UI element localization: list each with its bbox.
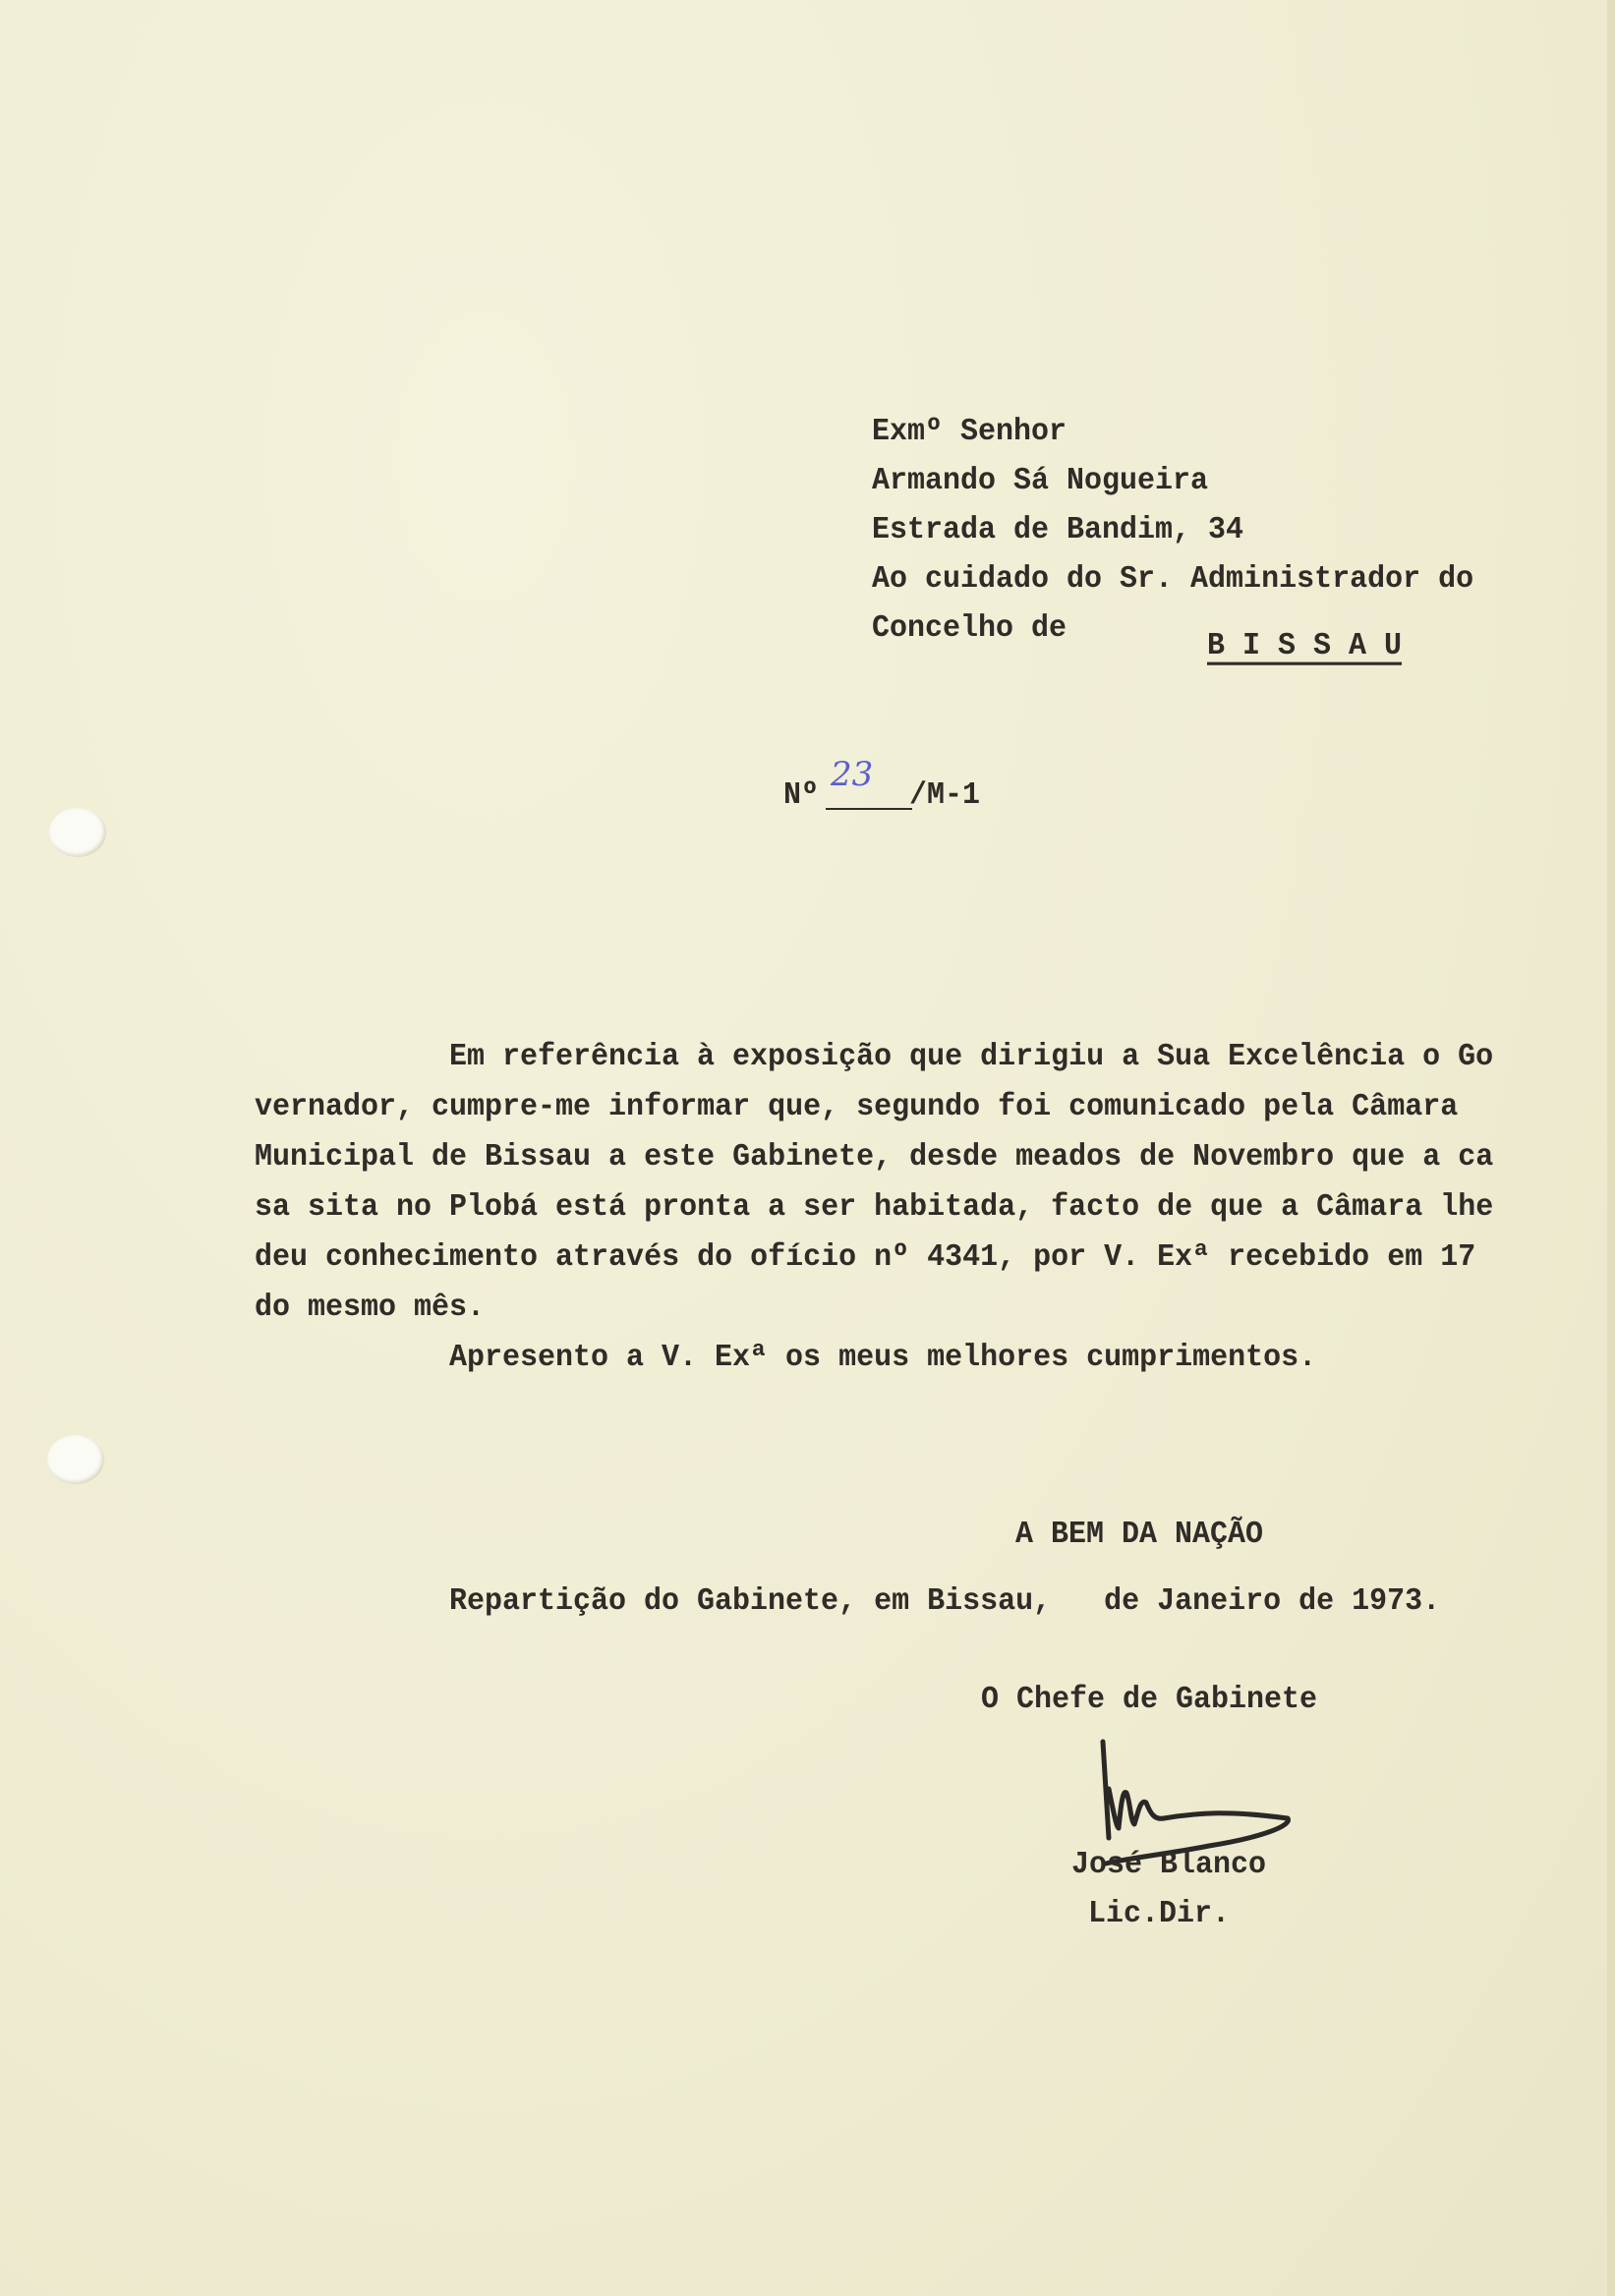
signatory-title: O Chefe de Gabinete (981, 1683, 1318, 1718)
closing-line: Apresento a V. Exª os meus melhores cumprimentos. (449, 1341, 1317, 1376)
address-name: Armando Sá Nogueira (872, 464, 1209, 499)
reference-blank-line (826, 808, 912, 810)
paper-edge (1607, 0, 1615, 2296)
body-line: sa sita no Plobá está pronta a ser habitada, facto de que a Câmara lhe (255, 1190, 1494, 1226)
signatory-credentials: Lic.Dir. (1088, 1897, 1231, 1932)
body-line: Em referência à exposição que dirigiu a Sua Excelência o Go (449, 1040, 1494, 1075)
place-date: Repartição do Gabinete, em Bissau, de Janeiro de 1973. (449, 1584, 1441, 1620)
address-council: Concelho de (872, 611, 1067, 647)
body-line: do mesmo mês. (255, 1291, 486, 1326)
punch-hole (47, 1435, 104, 1484)
reference-prefix: Nº (783, 778, 820, 814)
address-city: B I S S A U (1207, 629, 1403, 664)
address-street: Estrada de Bandim, 34 (872, 513, 1244, 548)
reference-number-handwritten: 23 (831, 755, 874, 794)
body-line: Municipal de Bissau a este Gabinete, desde meados de Novembro que a ca (255, 1140, 1494, 1176)
address-salutation: Exmº Senhor (872, 415, 1067, 450)
reference-suffix: /M-1 (909, 778, 981, 814)
body-line: deu conhecimento através do ofício nº 4341, por V. Exª recebido em 17 (255, 1240, 1476, 1276)
body-line: vernador, cumpre-me informar que, segundo foi comunicado pela Câmara (255, 1090, 1459, 1125)
punch-hole (49, 808, 106, 857)
address-care-of: Ao cuidado do Sr. Administrador do (872, 562, 1474, 598)
signatory-name: José Blanco (1071, 1848, 1267, 1883)
motto: A BEM DA NAÇÃO (1015, 1518, 1264, 1553)
